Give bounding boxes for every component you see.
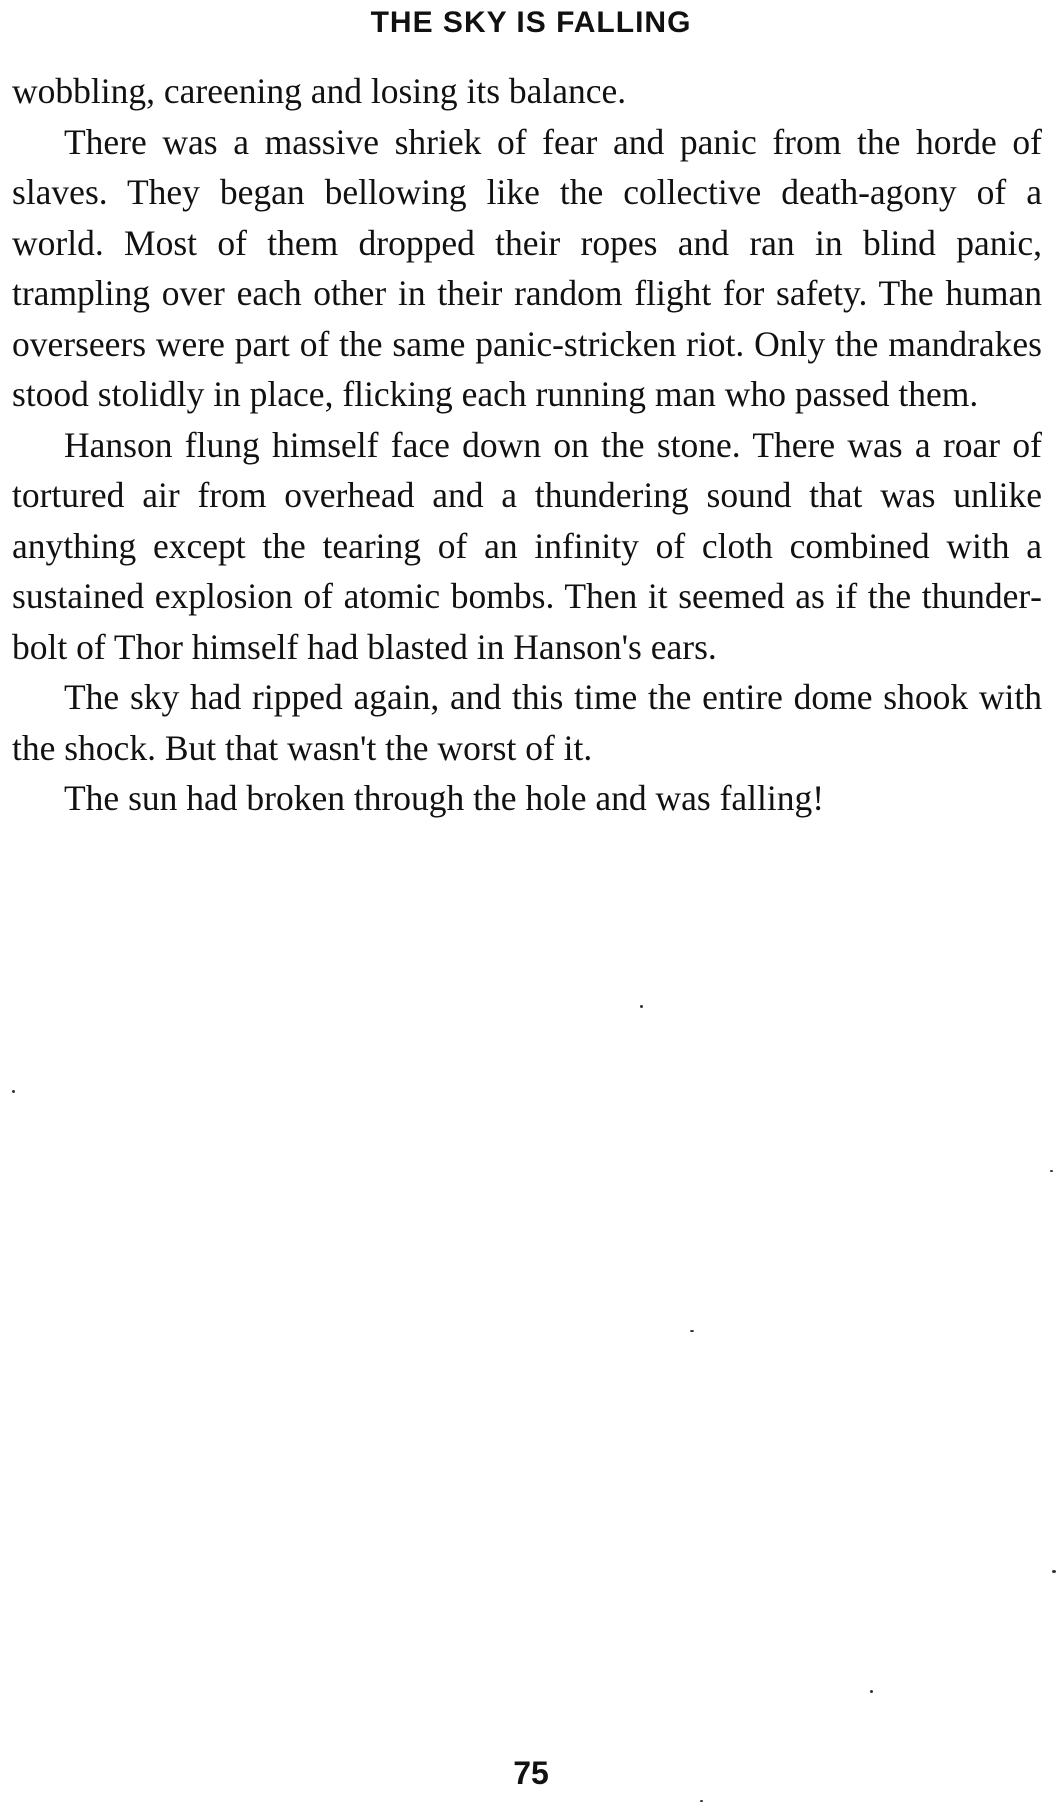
running-head: THE SKY IS FALLING (370, 6, 692, 39)
paragraph-sky-ripped: The sky had ripped again, and this time the entire dome shook with the shock. But that wasn't the worst of it. (12, 677, 1042, 768)
scan-speck (1050, 1170, 1053, 1172)
scan-speck (700, 1800, 703, 1802)
scan-speck (640, 1005, 643, 1008)
paragraph-continuation: wobbling, careening and losing its balance. (12, 71, 627, 111)
page-number: 75 (513, 1755, 549, 1791)
paragraph-hanson: Hanson flung himself face down on the stone. There was a roar of tortured air from overhead and a thundering sound that was unlike anything except the tearing of an infinity of cloth combined with a sustained explosion of atomic bombs. Then it seemed as if the thunderbolt of Thor himself had blasted in Hanson's ears. (12, 424, 1042, 667)
scan-speck (870, 1690, 873, 1693)
scan-speck (1052, 1570, 1056, 1573)
scan-speck (12, 1090, 15, 1093)
scan-speck (690, 1330, 694, 1332)
body-text (12, 66, 1042, 824)
paragraph-shriek: There was a massive shriek of fear and panic from the horde of slaves. They began bellowing like the collective death-agony of a world. Most of them dropped their ropes and ran in blind panic, trampling over each other in their random flight for safety. The human overseers were part of the same panic-stricken riot. Only the mandrakes stood stolidly in place, flicking each running man who passed them. (12, 121, 1042, 414)
paragraph-sun-falling: The sun had broken through the hole and was falling! (64, 778, 825, 818)
